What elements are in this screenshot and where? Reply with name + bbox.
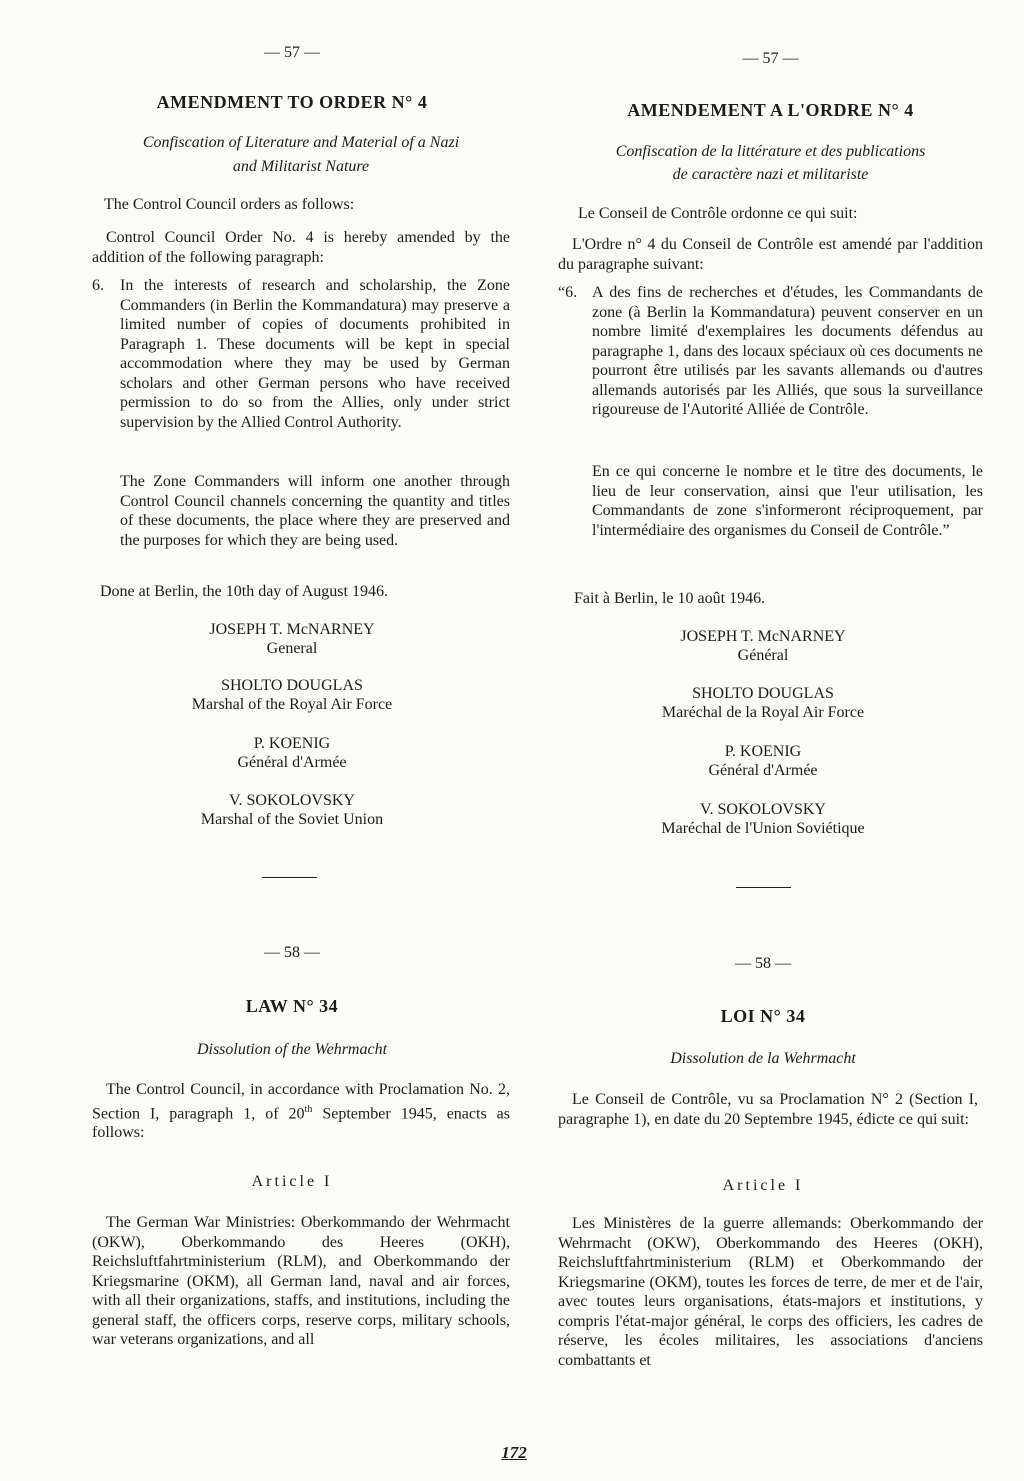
done-at-text: Fait à Berlin, le 10 août 1946. [574,590,766,607]
article-heading: Article I [251,1173,333,1190]
signature-name: P. KOENIG [724,743,802,760]
signature-title: Marshal of the Soviet Union [200,811,384,828]
section-divider [262,877,317,878]
amendment-subtitle-line1: Confiscation de la littérature et des publications [615,143,926,160]
intro-text: Le Conseil de Contrôle ordonne ce qui suit: [578,205,858,222]
signature-douglas [558,684,968,722]
paragraph-6-number: “6. [558,284,578,301]
amendment-title: AMENDMENT TO ORDER N° 4 [156,92,428,112]
law-title: LOI N° 34 [720,1006,806,1026]
signature-name: JOSEPH T. McNARNEY [680,628,846,645]
amendment-subtitle-line2: and Militarist Nature [232,158,370,175]
signature-title: General [266,640,318,657]
law-intro: Le Conseil de Contrôle, vu sa Proclamation N° 2 (Section I, paragraphe 1), en date du 20 Septembre 1945, édicte ce qui suit: [558,1091,978,1128]
page-number-58: — 58 — [735,955,791,972]
signature-title: Général d'Armée [708,762,818,779]
law-title: LAW N° 34 [245,996,339,1016]
signature-name: SHOLTO DOUGLAS [221,677,363,694]
signature-mcnarney [92,620,492,658]
done-at-text: Done at Berlin, the 10th day of August 1946. [100,583,388,600]
signature-name: P. KOENIG [253,735,331,752]
amendment-subtitle-line2: de caractère nazi et militariste [672,166,869,183]
page-number-57: — 57 — [742,50,799,67]
footer-page-number: 172 [501,1443,527,1462]
article-text: The German War Ministries: Oberkommando der Wehrmacht (OKW), Oberkommando des Heeres (OKH), Reichsluftfahrtministerium (RLM), and Oberkommando der Kriegsmarine (OKM), all German land, naval and air forces, with all their organizations, staffs, and institutions, including the general staff, the officers corps, reserve corps, military schools, war veterans organizations, and all [92,1214,510,1348]
signature-title: Général [737,647,789,664]
signature-koenig [92,734,492,772]
signature-name: V. SOKOLOVSKY [700,801,826,818]
signature-title: Maréchal de la Royal Air Force [661,704,865,721]
signature-name: V. SOKOLOVSKY [229,792,355,809]
law-subtitle: Dissolution of the Wehrmacht [196,1041,388,1058]
signature-sokolovsky [92,791,492,829]
paragraph-6-continuation: The Zone Commanders will inform one another through Control Council channels concerning the quantity and titles of these documents, the place where they are preserved and the purposes for which they are being used. [120,473,510,549]
article-heading: Article I [722,1177,804,1194]
signature-title: Marshal of the Royal Air Force [191,696,393,713]
signature-title: Maréchal de l'Union Soviétique [661,820,865,837]
amendment-subtitle-line1: Confiscation of Literature and Material of a Nazi [142,134,460,151]
amended-text: Control Council Order No. 4 is hereby amended by the addition of the following paragraph: [92,229,510,266]
intro-text: The Control Council orders as follows: [104,196,355,213]
section-divider [736,887,791,888]
law-intro-text-end: September 1945, enacts as follows: [92,1104,510,1142]
signature-sokolovsky [558,800,968,838]
paragraph-6-continuation: En ce qui concerne le nombre et le titre des documents, le lieu de leur conservation, ainsi que l'eur utilisation, les Commandants de zone s'informeront réciproquement, par l'intermédiaire des organismes du Conseil de Contrôle.” [592,463,983,539]
paragraph-6-text: A des fins de recherches et d'études, les Commandants de zone (à Berlin la Kommandatura) peuvent conserver en un nombre limité d'exemplaires les documents défendus au paragraphe 1, dans des locaux spéciaux où ces documents ne pourront être utilisés par les savants allemands ou d'autres allemands autorisés par les Alliés, que sous la surveillance rigoureuse de l'Autorité Alliée de Contrôle. [592,284,983,418]
signature-name: JOSEPH T. McNARNEY [209,621,375,638]
law-intro-text: The Control Council, in accordance with Proclamation No. 2, Section I, paragraph 1, of 20 [92,1081,510,1122]
paragraph-6-number: 6. [92,277,104,294]
signature-mcnarney [558,627,968,665]
signature-douglas [92,676,492,714]
law-intro [92,1080,510,1143]
law-subtitle: Dissolution de la Wehrmacht [670,1050,856,1067]
signature-koenig [558,742,968,780]
page-number-57: — 57 — [264,44,320,61]
article-text: Les Ministères de la guerre allemands: Oberkommando der Wehrmacht (OKW), Oberkommando des Heeres (OKH), Reichsluftfahrtministerium (RLM) et Oberkommando der Kriegsmarine (OKM), toutes les forces de terre, de mer et de l'air, avec toutes leurs organisations, états-majors et institutions, y compris l'état-major général, le corps des officiers, les cadres de réserve, les écoles militaires, les associations d'anciens combattants et [558,1215,983,1369]
law-intro-superscript: th [304,1103,313,1115]
amendment-title: AMENDEMENT A L'ORDRE N° 4 [627,100,914,120]
amended-text: L'Ordre n° 4 du Conseil de Contrôle est amendé par l'addition du paragraphe suivant: [558,236,983,273]
signature-name: SHOLTO DOUGLAS [692,685,834,702]
signature-title: Général d'Armée [237,754,347,771]
paragraph-6-text: In the interests of research and scholarship, the Zone Commanders (in Berlin the Kommandatura) may preserve a limited number of copies of documents prohibited in Paragraph 1. These documents will be kept in special accommodation where they may be used by German scholars and other German persons who have received permission to do so from the Allies, only under strict supervision by the Allied Control Authority. [120,277,510,431]
page-number-58: — 58 — [264,944,320,961]
